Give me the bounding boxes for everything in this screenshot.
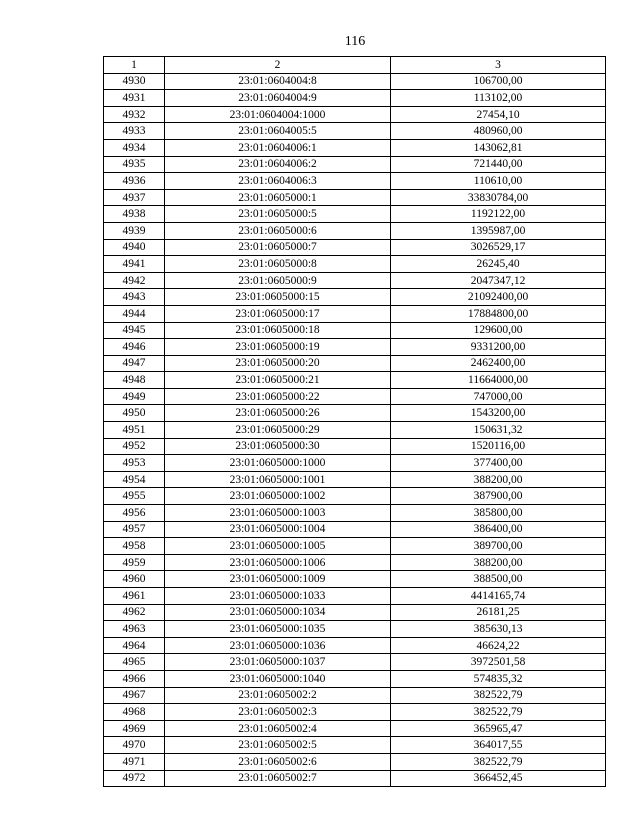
- cadastral-number-cell: 23:01:0605000:1034: [165, 604, 391, 621]
- cadastral-number-cell: 23:01:0605000:9: [165, 272, 391, 289]
- row-number-cell: 4972: [104, 770, 165, 787]
- table-row: [104, 189, 606, 206]
- row-number-cell: 4942: [104, 272, 165, 289]
- table-row: [104, 505, 606, 522]
- column-header-2: 2: [165, 57, 391, 74]
- table-body: [104, 73, 606, 787]
- table-row: [104, 687, 606, 704]
- table-row: [104, 123, 606, 140]
- value-cell: 365965,47: [391, 720, 606, 737]
- cadastral-number-cell: 23:01:0605000:17: [165, 305, 391, 322]
- value-cell: 3972501,58: [391, 654, 606, 671]
- table-row: [104, 554, 606, 571]
- row-number-cell: 4943: [104, 289, 165, 306]
- cadastral-number-cell: 23:01:0605000:21: [165, 372, 391, 389]
- row-number-cell: 4954: [104, 471, 165, 488]
- table-row: [104, 156, 606, 173]
- value-cell: 11664000,00: [391, 372, 606, 389]
- table-row: [104, 637, 606, 654]
- column-header-3: 3: [391, 57, 606, 74]
- row-number-cell: 4971: [104, 753, 165, 770]
- value-cell: 129600,00: [391, 322, 606, 339]
- cadastral-number-cell: 23:01:0604004:9: [165, 90, 391, 107]
- table-row: [104, 272, 606, 289]
- table-row: [104, 488, 606, 505]
- value-cell: 26181,25: [391, 604, 606, 621]
- row-number-cell: 4946: [104, 339, 165, 356]
- table-row: [104, 206, 606, 223]
- value-cell: 46624,22: [391, 637, 606, 654]
- cadastral-number-cell: 23:01:0605000:22: [165, 388, 391, 405]
- table-row: [104, 139, 606, 156]
- value-cell: 9331200,00: [391, 339, 606, 356]
- cadastral-number-cell: 23:01:0605000:1009: [165, 571, 391, 588]
- row-number-cell: 4940: [104, 239, 165, 256]
- row-number-cell: 4938: [104, 206, 165, 223]
- cadastral-number-cell: 23:01:0605000:1001: [165, 471, 391, 488]
- cadastral-number-cell: 23:01:0604004:1000: [165, 106, 391, 123]
- table-row: [104, 621, 606, 638]
- row-number-cell: 4936: [104, 173, 165, 190]
- row-number-cell: 4957: [104, 521, 165, 538]
- cadastral-number-cell: 23:01:0605000:18: [165, 322, 391, 339]
- table-row: [104, 770, 606, 787]
- value-cell: 389700,00: [391, 538, 606, 555]
- table-row: [104, 239, 606, 256]
- table-row: [104, 704, 606, 721]
- row-number-cell: 4933: [104, 123, 165, 140]
- row-number-cell: 4953: [104, 455, 165, 472]
- value-cell: 1543200,00: [391, 405, 606, 422]
- value-cell: 388200,00: [391, 554, 606, 571]
- table-row: [104, 405, 606, 422]
- value-cell: 388500,00: [391, 571, 606, 588]
- cadastral-number-cell: 23:01:0605000:1040: [165, 670, 391, 687]
- table-row: [104, 455, 606, 472]
- cadastral-number-cell: 23:01:0605000:19: [165, 339, 391, 356]
- registry-table: [103, 56, 606, 787]
- table-row: [104, 471, 606, 488]
- value-cell: 2462400,00: [391, 355, 606, 372]
- cadastral-number-cell: 23:01:0605002:3: [165, 704, 391, 721]
- table-row: [104, 73, 606, 90]
- value-cell: 113102,00: [391, 90, 606, 107]
- table-row: [104, 305, 606, 322]
- cadastral-number-cell: 23:01:0605000:30: [165, 438, 391, 455]
- row-number-cell: 4961: [104, 588, 165, 605]
- table-row: [104, 538, 606, 555]
- value-cell: 721440,00: [391, 156, 606, 173]
- cadastral-number-cell: 23:01:0605000:1003: [165, 505, 391, 522]
- cadastral-number-cell: 23:01:0605000:1: [165, 189, 391, 206]
- table-row: [104, 289, 606, 306]
- row-number-cell: 4968: [104, 704, 165, 721]
- value-cell: 27454,10: [391, 106, 606, 123]
- value-cell: 387900,00: [391, 488, 606, 505]
- row-number-cell: 4945: [104, 322, 165, 339]
- value-cell: 106700,00: [391, 73, 606, 90]
- cadastral-number-cell: 23:01:0605002:6: [165, 753, 391, 770]
- cadastral-number-cell: 23:01:0605002:4: [165, 720, 391, 737]
- row-number-cell: 4935: [104, 156, 165, 173]
- cadastral-number-cell: 23:01:0605000:1004: [165, 521, 391, 538]
- row-number-cell: 4952: [104, 438, 165, 455]
- value-cell: 21092400,00: [391, 289, 606, 306]
- value-cell: 366452,45: [391, 770, 606, 787]
- value-cell: 150631,32: [391, 422, 606, 439]
- value-cell: 4414165,74: [391, 588, 606, 605]
- row-number-cell: 4967: [104, 687, 165, 704]
- table-row: [104, 670, 606, 687]
- value-cell: 747000,00: [391, 388, 606, 405]
- value-cell: 2047347,12: [391, 272, 606, 289]
- cadastral-number-cell: 23:01:0605000:1033: [165, 588, 391, 605]
- table-row: [104, 521, 606, 538]
- cadastral-number-cell: 23:01:0604004:8: [165, 73, 391, 90]
- cadastral-number-cell: 23:01:0605000:1005: [165, 538, 391, 555]
- table-row: [104, 753, 606, 770]
- value-cell: 1192122,00: [391, 206, 606, 223]
- table-row: [104, 256, 606, 273]
- cadastral-number-cell: 23:01:0605000:1006: [165, 554, 391, 571]
- value-cell: 574835,32: [391, 670, 606, 687]
- cadastral-number-cell: 23:01:0604006:3: [165, 173, 391, 190]
- row-number-cell: 4937: [104, 189, 165, 206]
- value-cell: 1395987,00: [391, 222, 606, 239]
- table-row: [104, 438, 606, 455]
- value-cell: 386400,00: [391, 521, 606, 538]
- cadastral-number-cell: 23:01:0605000:1000: [165, 455, 391, 472]
- value-cell: 1520116,00: [391, 438, 606, 455]
- table-row: [104, 222, 606, 239]
- cadastral-number-cell: 23:01:0604006:1: [165, 139, 391, 156]
- cadastral-number-cell: 23:01:0605000:1037: [165, 654, 391, 671]
- row-number-cell: 4964: [104, 637, 165, 654]
- value-cell: 26245,40: [391, 256, 606, 273]
- page-number: 116: [344, 34, 366, 49]
- table-row: [104, 571, 606, 588]
- value-cell: 382522,79: [391, 753, 606, 770]
- column-header-1: 1: [104, 57, 165, 74]
- value-cell: 382522,79: [391, 704, 606, 721]
- cadastral-number-cell: 23:01:0605000:1036: [165, 637, 391, 654]
- cadastral-number-cell: 23:01:0604006:2: [165, 156, 391, 173]
- cadastral-number-cell: 23:01:0605000:15: [165, 289, 391, 306]
- row-number-cell: 4958: [104, 538, 165, 555]
- cadastral-number-cell: 23:01:0604005:5: [165, 123, 391, 140]
- row-number-cell: 4966: [104, 670, 165, 687]
- cadastral-number-cell: 23:01:0605000:26: [165, 405, 391, 422]
- cadastral-number-cell: 23:01:0605000:20: [165, 355, 391, 372]
- value-cell: 385800,00: [391, 505, 606, 522]
- table-row: [104, 322, 606, 339]
- row-number-cell: 4931: [104, 90, 165, 107]
- cadastral-number-cell: 23:01:0605000:7: [165, 239, 391, 256]
- row-number-cell: 4941: [104, 256, 165, 273]
- row-number-cell: 4962: [104, 604, 165, 621]
- cadastral-number-cell: 23:01:0605000:29: [165, 422, 391, 439]
- cadastral-number-cell: 23:01:0605000:1035: [165, 621, 391, 638]
- table-row: [104, 604, 606, 621]
- cadastral-number-cell: 23:01:0605000:1002: [165, 488, 391, 505]
- value-cell: 388200,00: [391, 471, 606, 488]
- row-number-cell: 4934: [104, 139, 165, 156]
- table-row: [104, 737, 606, 754]
- table-row: [104, 339, 606, 356]
- row-number-cell: 4939: [104, 222, 165, 239]
- value-cell: 3026529,17: [391, 239, 606, 256]
- row-number-cell: 4959: [104, 554, 165, 571]
- row-number-cell: 4960: [104, 571, 165, 588]
- table-header-row: [104, 57, 606, 74]
- table-row: [104, 388, 606, 405]
- row-number-cell: 4948: [104, 372, 165, 389]
- cadastral-number-cell: 23:01:0605000:5: [165, 206, 391, 223]
- table-row: [104, 90, 606, 107]
- row-number-cell: 4930: [104, 73, 165, 90]
- cadastral-number-cell: 23:01:0605000:8: [165, 256, 391, 273]
- table-row: [104, 588, 606, 605]
- row-number-cell: 4944: [104, 305, 165, 322]
- value-cell: 385630,13: [391, 621, 606, 638]
- table-row: [104, 372, 606, 389]
- table-row: [104, 720, 606, 737]
- row-number-cell: 4956: [104, 505, 165, 522]
- row-number-cell: 4947: [104, 355, 165, 372]
- cadastral-number-cell: 23:01:0605002:5: [165, 737, 391, 754]
- value-cell: 377400,00: [391, 455, 606, 472]
- row-number-cell: 4963: [104, 621, 165, 638]
- value-cell: 480960,00: [391, 123, 606, 140]
- value-cell: 364017,55: [391, 737, 606, 754]
- row-number-cell: 4970: [104, 737, 165, 754]
- row-number-cell: 4965: [104, 654, 165, 671]
- value-cell: 33830784,00: [391, 189, 606, 206]
- cadastral-number-cell: 23:01:0605002:7: [165, 770, 391, 787]
- table-row: [104, 422, 606, 439]
- value-cell: 17884800,00: [391, 305, 606, 322]
- row-number-cell: 4969: [104, 720, 165, 737]
- row-number-cell: 4950: [104, 405, 165, 422]
- value-cell: 143062,81: [391, 139, 606, 156]
- cadastral-number-cell: 23:01:0605002:2: [165, 687, 391, 704]
- table-row: [104, 355, 606, 372]
- value-cell: 110610,00: [391, 173, 606, 190]
- row-number-cell: 4932: [104, 106, 165, 123]
- value-cell: 382522,79: [391, 687, 606, 704]
- table-row: [104, 173, 606, 190]
- table-row: [104, 106, 606, 123]
- row-number-cell: 4949: [104, 388, 165, 405]
- row-number-cell: 4955: [104, 488, 165, 505]
- cadastral-number-cell: 23:01:0605000:6: [165, 222, 391, 239]
- row-number-cell: 4951: [104, 422, 165, 439]
- table-row: [104, 654, 606, 671]
